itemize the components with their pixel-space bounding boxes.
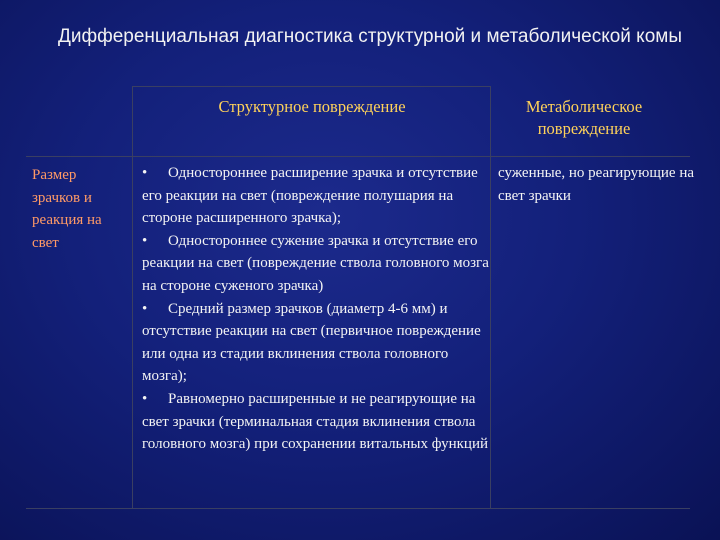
table-bottom-rule — [26, 508, 690, 509]
header-structural: Структурное повреждение — [218, 97, 406, 116]
list-item-text: Равномерно расширенные и не реагирующие на свет зрачки (терминальная стадия вклинения ствола головного мозга) при сохранении витальных функций — [142, 390, 489, 453]
list-item — [142, 230, 490, 298]
bullet-icon: • — [142, 232, 148, 249]
table-column-divider-right — [490, 86, 491, 508]
list-item-text: Одностороннее сужение зрачка и отсутствие его реакции на свет (повреждение ствола головного мозга на стороне суженого зрачка) — [142, 232, 489, 294]
list-item — [142, 162, 490, 230]
bullet-icon: • — [142, 165, 148, 181]
table-header-rule — [26, 156, 690, 157]
slide-title: Дифференциальная диагностика структурной и метаболической комы — [57, 26, 682, 47]
list-item — [142, 388, 490, 456]
header-metabolic: Метаболическое повреждение — [525, 97, 643, 138]
list-item-text: Средний размер зрачков (диаметр 4-6 мм) и отсутствие реакции на свет (первичное повреждение или одна из стадии вклинения ствола головного мозга); — [142, 300, 481, 385]
list-item — [142, 298, 490, 388]
row-label-pupils: Размер зрачков и реакция на свет — [32, 167, 102, 251]
metabolic-finding: суженные, но реагирующие на свет зрачки — [498, 165, 695, 204]
bullet-icon: • — [142, 390, 148, 407]
bullet-icon: • — [142, 300, 148, 317]
table-column-divider-left — [132, 86, 133, 508]
structural-findings-list — [142, 162, 490, 456]
table-top-rule — [132, 86, 490, 87]
list-item-text: Одностороннее расширение зрачка и отсутствие его реакции на свет (повреждение полушария на стороне расширенного зрачка); — [142, 165, 478, 227]
